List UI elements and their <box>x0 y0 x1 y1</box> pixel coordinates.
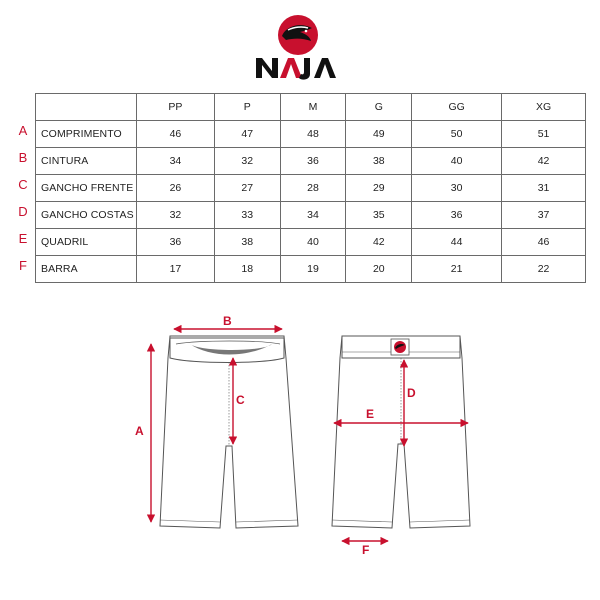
row-label: BARRA <box>36 256 137 283</box>
table-cell: 22 <box>502 256 586 283</box>
table-cell: 18 <box>214 256 280 283</box>
row-letter-e: E <box>18 231 28 246</box>
table-cell: 30 <box>412 175 502 202</box>
row-label: GANCHO COSTAS <box>36 202 137 229</box>
table-cell: 38 <box>214 229 280 256</box>
table-cell: 48 <box>280 121 346 148</box>
column-header: XG <box>502 94 586 121</box>
table-cell: 37 <box>502 202 586 229</box>
measure-d-letter: D <box>407 386 416 400</box>
table-cell: 32 <box>137 202 215 229</box>
table-cell: 42 <box>502 148 586 175</box>
row-label: GANCHO FRENTE <box>36 175 137 202</box>
table-cell: 47 <box>214 121 280 148</box>
measure-c-letter: C <box>236 393 245 407</box>
table-cell: 36 <box>412 202 502 229</box>
table-cell: 27 <box>214 175 280 202</box>
measure-f-letter: F <box>362 543 370 557</box>
row-label: COMPRIMENTO <box>36 121 137 148</box>
table-row <box>36 175 586 202</box>
table-corner-cell <box>36 94 137 121</box>
table-cell: 34 <box>137 148 215 175</box>
table-row <box>36 121 586 148</box>
measurement-diagram <box>0 300 600 600</box>
row-letter-c: C <box>18 177 28 192</box>
table-header-row <box>36 94 586 121</box>
table-cell: 38 <box>346 148 412 175</box>
row-letter-f: F <box>19 258 27 273</box>
table-cell: 36 <box>137 229 215 256</box>
measure-f <box>342 541 388 557</box>
table-cell: 51 <box>502 121 586 148</box>
table-cell: 28 <box>280 175 346 202</box>
table-row <box>36 202 586 229</box>
table-cell: 31 <box>502 175 586 202</box>
back-shorts <box>332 336 470 528</box>
measure-b-letter: B <box>223 314 232 328</box>
table-cell: 36 <box>280 148 346 175</box>
table-cell: 34 <box>280 202 346 229</box>
naja-logo-graphic <box>248 6 348 86</box>
table-cell: 40 <box>280 229 346 256</box>
column-header: GG <box>412 94 502 121</box>
table-cell: 46 <box>502 229 586 256</box>
table-row <box>36 148 586 175</box>
measure-a-letter: A <box>135 424 144 438</box>
measure-e-letter: E <box>366 407 375 421</box>
table-cell: 19 <box>280 256 346 283</box>
column-header: P <box>214 94 280 121</box>
row-label: CINTURA <box>36 148 137 175</box>
table-cell: 46 <box>137 121 215 148</box>
measure-a <box>135 344 151 522</box>
row-letter-b: B <box>18 150 28 165</box>
measure-b <box>174 314 282 329</box>
table-cell: 26 <box>137 175 215 202</box>
table-cell: 35 <box>346 202 412 229</box>
logo-wordmark <box>256 58 336 80</box>
table-cell: 44 <box>412 229 502 256</box>
table-cell: 49 <box>346 121 412 148</box>
table-row <box>36 229 586 256</box>
row-letter-d: D <box>18 204 28 219</box>
table-cell: 17 <box>137 256 215 283</box>
table-cell: 40 <box>412 148 502 175</box>
shorts-diagram <box>0 300 600 600</box>
table-row <box>36 256 586 283</box>
row-letter-a: A <box>18 123 28 138</box>
front-shorts <box>160 336 298 528</box>
table-cell: 50 <box>412 121 502 148</box>
table-cell: 29 <box>346 175 412 202</box>
column-header: M <box>280 94 346 121</box>
column-header: PP <box>137 94 215 121</box>
table-cell: 33 <box>214 202 280 229</box>
size-table <box>35 93 586 283</box>
table-cell: 32 <box>214 148 280 175</box>
table-cell: 42 <box>346 229 412 256</box>
table-cell: 20 <box>346 256 412 283</box>
table-cell: 21 <box>412 256 502 283</box>
column-header: G <box>346 94 412 121</box>
row-label: QUADRIL <box>36 229 137 256</box>
naja-logo <box>248 6 348 86</box>
